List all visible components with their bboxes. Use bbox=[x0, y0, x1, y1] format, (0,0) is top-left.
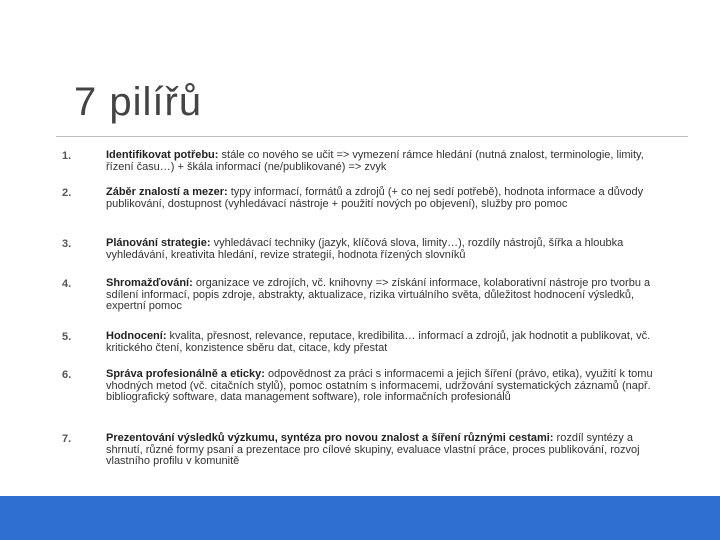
item-heading: Záběr znalostí a mezer: bbox=[106, 186, 228, 198]
item-heading: Prezentování výsledků výzkumu, syntéza pro novou znalost a šíření různými cestami: bbox=[106, 432, 554, 444]
item-number: 3. bbox=[62, 238, 72, 250]
item-body: stále co nového se učit => vymezení rámce hledání (nutná znalost, terminologie, limity, řízení času…) + škála informací (ne/publikované) => zvyk bbox=[106, 149, 644, 173]
item-text bbox=[106, 278, 654, 313]
footer-accent-bar bbox=[0, 496, 720, 540]
item-body: kvalita, přesnost, relevance, reputace, kredibilita… informací a zdrojů, jak hodnotit a publikovat, vč. kritického čtení, konzistence sběru dat, citace, kdy přestat bbox=[106, 330, 651, 354]
item-heading: Plánování strategie: bbox=[106, 237, 211, 249]
item-text bbox=[106, 150, 654, 173]
item-number: 5. bbox=[62, 331, 72, 343]
item-number: 1. bbox=[62, 150, 72, 162]
item-text bbox=[106, 433, 654, 468]
item-text bbox=[106, 331, 654, 354]
item-text bbox=[106, 187, 654, 210]
item-text bbox=[106, 238, 654, 261]
item-heading: Shromažďování: bbox=[106, 277, 193, 289]
item-body: vyhledávací techniky (jazyk, klíčová slova, limity…), rozdíly nástrojů, šířka a hloubka vyhledávání, kreativita hledání, revize strategií, hodnota řízených slovníků bbox=[106, 237, 624, 261]
item-number: 2. bbox=[62, 187, 72, 199]
item-text bbox=[106, 369, 654, 404]
item-heading: Hodnocení: bbox=[106, 330, 167, 342]
item-body: typy informací, formátů a zdrojů (+ co nej sedí potřebě), hodnota informace a důvody publikování, dostupnost (vyhledávací nástroje + použití nových po objevení), služby pro pomoc bbox=[106, 186, 644, 210]
item-number: 4. bbox=[62, 278, 72, 290]
item-body: rozdíl syntézy a shrnutí, různé formy psaní a prezentace pro cílové skupiny, evaluace vlastní práce, proces publikování, rozvoj vlastního profilu v komunitě bbox=[106, 432, 640, 468]
title-divider bbox=[56, 136, 688, 137]
item-heading: Identifikovat potřebu: bbox=[106, 149, 219, 161]
item-number: 6. bbox=[62, 369, 72, 381]
slide-title: 7 pilířů bbox=[74, 80, 203, 124]
item-heading: Správa profesionálně a eticky: bbox=[106, 368, 265, 380]
item-body: organizace ve zdrojích, vč. knihovny => získání informace, kolaborativní nástroje pro tvorbu a sdílení informací, popis zdroje, abstrakty, aktualizace, rizika virtuálního světa, důležitost hodnocení výsledků, expertní pomoc bbox=[106, 277, 651, 313]
item-body: odpovědnost za práci s informacemi a jejich šíření (právo, etika), využití k tomu vhodných metod (vč. citačních stylů), pomoc ostatním s informacemi, udržování systematických záznamů (např. bibliografický software, data management software), role informačních profesionálů bbox=[106, 368, 653, 404]
item-number: 7. bbox=[62, 433, 72, 445]
